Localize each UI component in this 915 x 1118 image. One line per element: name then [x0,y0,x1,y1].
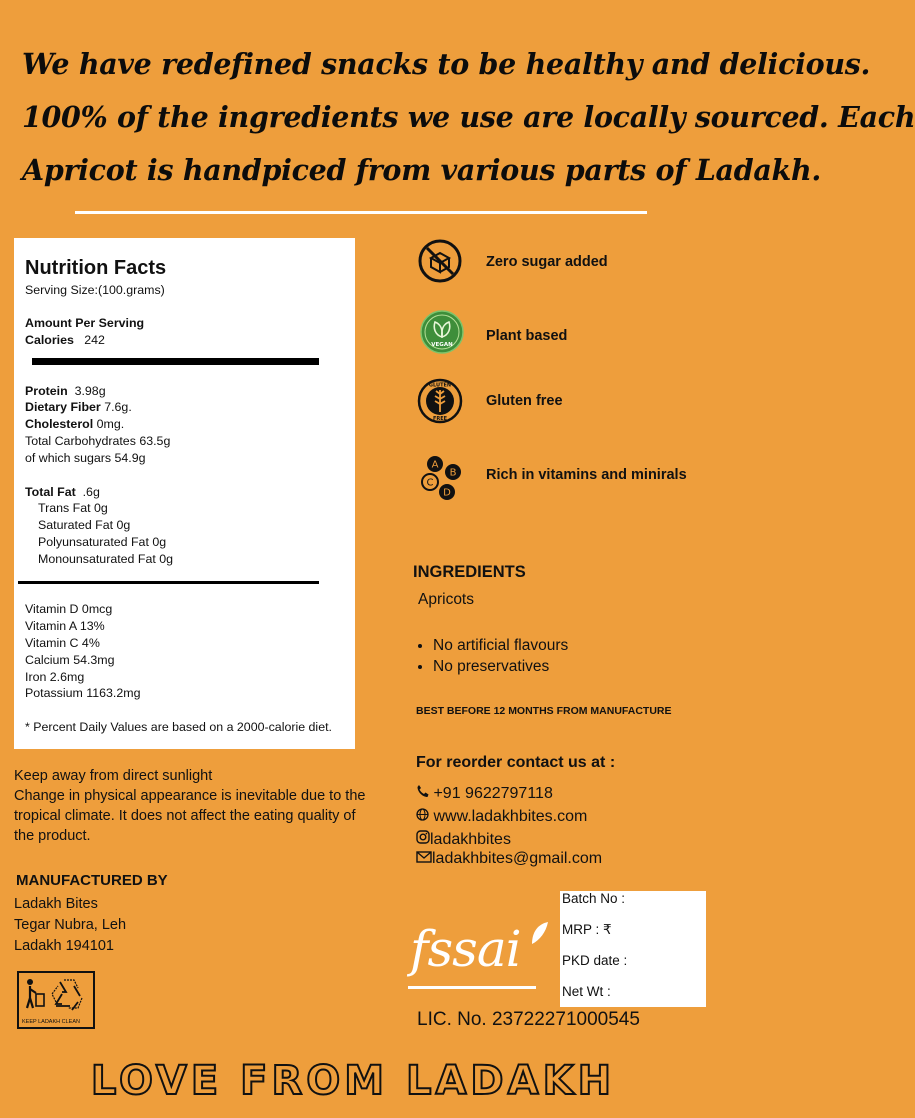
sugars: of which sugars 54.9g [25,451,146,465]
vegan-text: VEGAN [431,342,453,348]
contact-website [416,808,587,826]
no-sugar-icon [417,238,463,284]
gluten-free-icon [417,378,463,424]
website-link[interactable]: www.ladakhbites.com [433,808,588,825]
instagram-handle[interactable]: ladakhbites [430,831,511,848]
vegan-leaf-icon [419,309,465,355]
nutrition-facts-panel [14,238,355,749]
cholesterol-value: 0mg. [96,417,125,431]
best-before: BEST BEFORE 12 MONTHS FROM MANUFACTURE [416,705,672,717]
feature-plant-based: Plant based [486,328,568,344]
contact-instagram [416,830,511,849]
fssai-underline [408,986,536,989]
keep-clean-text: KEEP LADAKH CLEAN [22,1019,80,1025]
fssai-logo-text: fssai [410,920,521,978]
vitamin-a-letter: A [431,459,439,471]
vitamin-a: Vitamin A 13% [25,619,105,633]
vitamin-c: Vitamin C 4% [25,636,100,650]
contact-email [416,850,602,868]
calcium: Calcium 54.3mg [25,653,115,667]
fssai-logo [408,920,558,1000]
monounsaturated-fat: Monounsaturated Fat 0g [38,552,174,566]
manufacturer-heading: MANUFACTURED BY [16,872,168,889]
claims-list [413,635,568,677]
manufacturer-address-2: Ladakh 194101 [14,938,114,954]
feature-zero-sugar: Zero sugar added [486,254,608,270]
product-meta-box [560,891,706,1007]
claim-no-artificial-flavours: • No artificial flavours [433,635,568,656]
reorder-heading: For reorder contact us at : [416,754,616,771]
protein-row [25,384,106,398]
fiber-value: 7.6g. [104,400,132,414]
storage-line-1: Keep away from direct sunlight [14,768,213,784]
tagline-line-1: We have redefined snacks to be healthy and delicious. [22,47,871,81]
amount-per-serving: Amount Per Serving [25,316,145,330]
total-fat-value: .6g [82,485,100,499]
nutrition-title: Nutrition Facts [25,257,167,279]
phone-icon [416,784,429,798]
manufacturer-address-1: Tegar Nubra, Leh [14,917,127,933]
keep-clean-badge [17,971,95,1029]
email-address[interactable]: ladakhbites@gmail.com [432,850,603,867]
protein-value: 3.98g [74,384,106,398]
ingredients-list: Apricots [418,591,474,608]
tagline [22,38,915,197]
total-fat-label: Total Fat [25,485,76,499]
manufacturer-name: Ladakh Bites [14,896,98,912]
potassium: Potassium 1163.2mg [25,686,141,700]
mrp: MRP : ₹ [562,922,612,937]
thick-divider [32,358,319,365]
manufacturer-address [14,894,126,957]
footer-slogan: LOVE FROM LADAKH [90,1058,616,1104]
cholesterol-label: Cholesterol [25,417,94,431]
iron: Iron 2.6mg [25,670,85,684]
claim-no-preservatives: • No preservatives [433,656,568,677]
instagram-icon [416,830,430,844]
total-carbs: Total Carbohydrates 63.5g [25,434,171,448]
serving-size: Serving Size:(100.grams) [25,283,165,297]
polyunsaturated-fat: Polyunsaturated Fat 0g [38,535,167,549]
fiber-row [25,400,132,414]
fssai-license: LIC. No. 23722271000545 [417,1009,640,1030]
calories-row [25,333,105,347]
recycle-icon [22,976,92,1016]
contact-phone [416,784,553,803]
fssai-leaf-icon [528,920,550,946]
trans-fat: Trans Fat 0g [38,501,108,515]
globe-icon [416,808,429,821]
vitamin-b-letter: B [449,467,457,479]
cholesterol-row [25,417,124,431]
storage-notice [14,766,369,846]
pkd-date: PKD date : [562,953,628,968]
mail-icon [416,851,432,863]
protein-label: Protein [25,384,68,398]
saturated-fat: Saturated Fat 0g [38,518,131,532]
total-fat-row [25,485,100,499]
feature-vitamins: Rich in vitamins and minirals [486,467,687,483]
ingredients-heading: INGREDIENTS [413,563,526,581]
batch-no: Batch No : [562,891,626,906]
daily-values-footnote: * Percent Daily Values are based on a 2000-calorie diet. [25,720,332,734]
storage-line-2: Change in physical appearance is inevitable due to the tropical climate. It does not affect the eating quality of the product. [14,788,366,844]
vitamins-abcd-icon [416,455,462,501]
tagline-line-3: Apricot is handpiced from various parts of Ladakh. [22,153,822,187]
divider-line [75,211,647,214]
feature-gluten-free: Gluten free [486,393,563,409]
thin-divider [18,581,319,584]
gluten-text: GLUTEN [428,382,452,389]
vitamin-c-letter: C [426,477,434,489]
vitamin-d: Vitamin D 0mcg [25,602,113,616]
net-weight: Net Wt : [562,984,611,999]
free-text: FREE [432,416,448,422]
calories-label: Calories [25,333,74,347]
vitamin-d-letter: D [443,487,451,499]
calories-value: 242 [84,333,105,347]
fiber-label: Dietary Fiber [25,400,101,414]
phone-number[interactable]: +91 9622797118 [433,785,553,802]
tagline-line-2: 100% of the ingredients we use are locally sourced. Each [22,100,915,134]
